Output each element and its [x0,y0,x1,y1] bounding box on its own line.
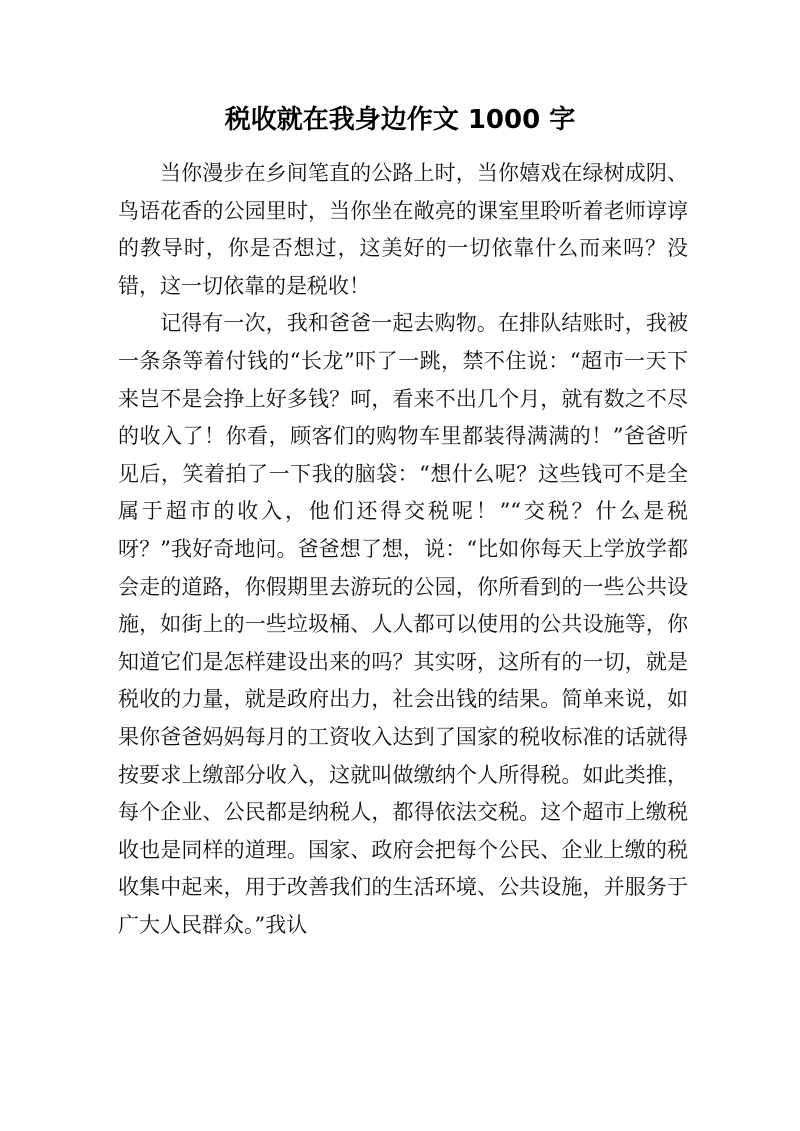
paragraph-2: 记得有一次，我和爸爸一起去购物。在排队结账时，我被一条条等着付钱的“长龙”吓了一跳，禁不住说：“超市一天下来岂不是会挣上好多钱？呵，看来不出几个月，就有数之不尽的收入了！你看，顾客们的购物车里都装得满满的！”爸爸听见后，笑着拍了一下我的脑袋：“想什么呢？这些钱可不是全属于超市的收入，他们还得交税呢！”“交税？什么是税呀？”我好奇地问。爸爸想了想，说：“比如你每天上学放学都会走的道路，你假期里去游玩的公园，你所看到的一些公共设施，如街上的一些垃圾桶、人人都可以使用的公共设施等，你知道它们是怎样建设出来的吗？其实呀，这所有的一切，就是税收的力量，就是政府出力，社会出钱的结果。简单来说，如果你爸爸妈妈每月的工资收入达到了国家的税收标准的话就得按要求上缴部分收入，这就叫做缴纳个人所得税。如此类推，每个企业、公民都是纳税人，都得依法交税。这个超市上缴税收也是同样的道理。国家、政府会把每个公民、企业上缴的税收集中起来，用于改善我们的生活环境、公共设施，并服务于广大人民群众。”我认 [118,311,688,937]
document-body [118,155,688,944]
document-title: 税收就在我身边作文 1000 字 [224,105,576,135]
paragraph-1: 当你漫步在乡间笔直的公路上时，当你嬉戏在绿树成阴、鸟语花香的公园里时，当你坐在敞亮的课室里聆听着老师谆谆的教导时，你是否想过，这美好的一切依靠什么而来吗？没错，这一切依靠的是税收！ [118,161,688,298]
